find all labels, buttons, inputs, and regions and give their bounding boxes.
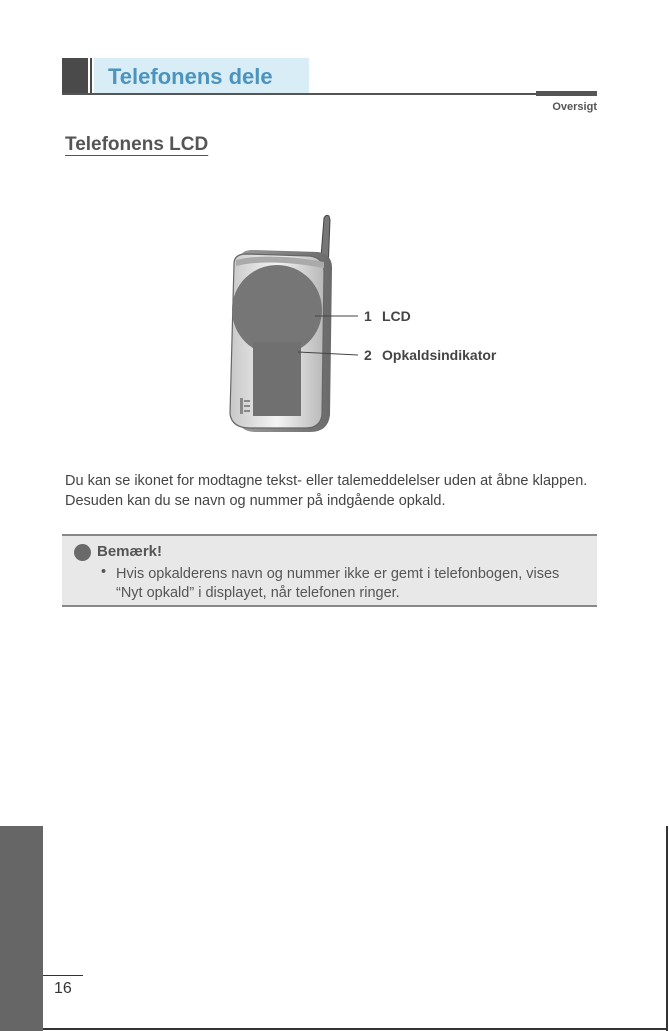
callout-label-indicator: Opkaldsindikator (382, 347, 497, 363)
section-tag: Oversigt (552, 101, 597, 113)
lcd-display (232, 265, 322, 355)
note-title: Bemærk! (97, 543, 163, 560)
section-heading: Telefonens LCD (65, 134, 209, 155)
header-block-separator (90, 58, 92, 93)
page-number: 16 (54, 980, 72, 997)
callout-number-indicator: 2 (364, 347, 372, 363)
side-tab (0, 826, 43, 1031)
call-indicator (253, 342, 301, 416)
note-box (62, 534, 597, 607)
note-text: Hvis opkalderens navn og nummer ikke er gemt i telefonbogen, vises “Nyt opkald” i displayet, når telefonen ringer. (116, 566, 560, 601)
note-list-bullet: • (101, 564, 107, 580)
body-paragraph: Du kan se ikonet for modtagne tekst- eller talemeddelelser uden at åbne klappen. Desuden kan du se navn og nummer på indgående opkald. (65, 473, 588, 509)
header-rule (62, 93, 597, 95)
brand-logo (240, 398, 250, 414)
callout-label-lcd: LCD (382, 308, 411, 324)
page-edge-right (666, 826, 668, 1031)
phone-illustration (220, 210, 520, 440)
header-rule-accent (536, 91, 597, 96)
page-title: Telefonens dele (94, 58, 309, 93)
callout-number-lcd: 1 (364, 308, 372, 324)
header-block (62, 58, 88, 93)
page-number-rule (43, 975, 83, 976)
note-bullet-icon (74, 544, 91, 561)
page-edge-bottom (43, 1028, 668, 1030)
